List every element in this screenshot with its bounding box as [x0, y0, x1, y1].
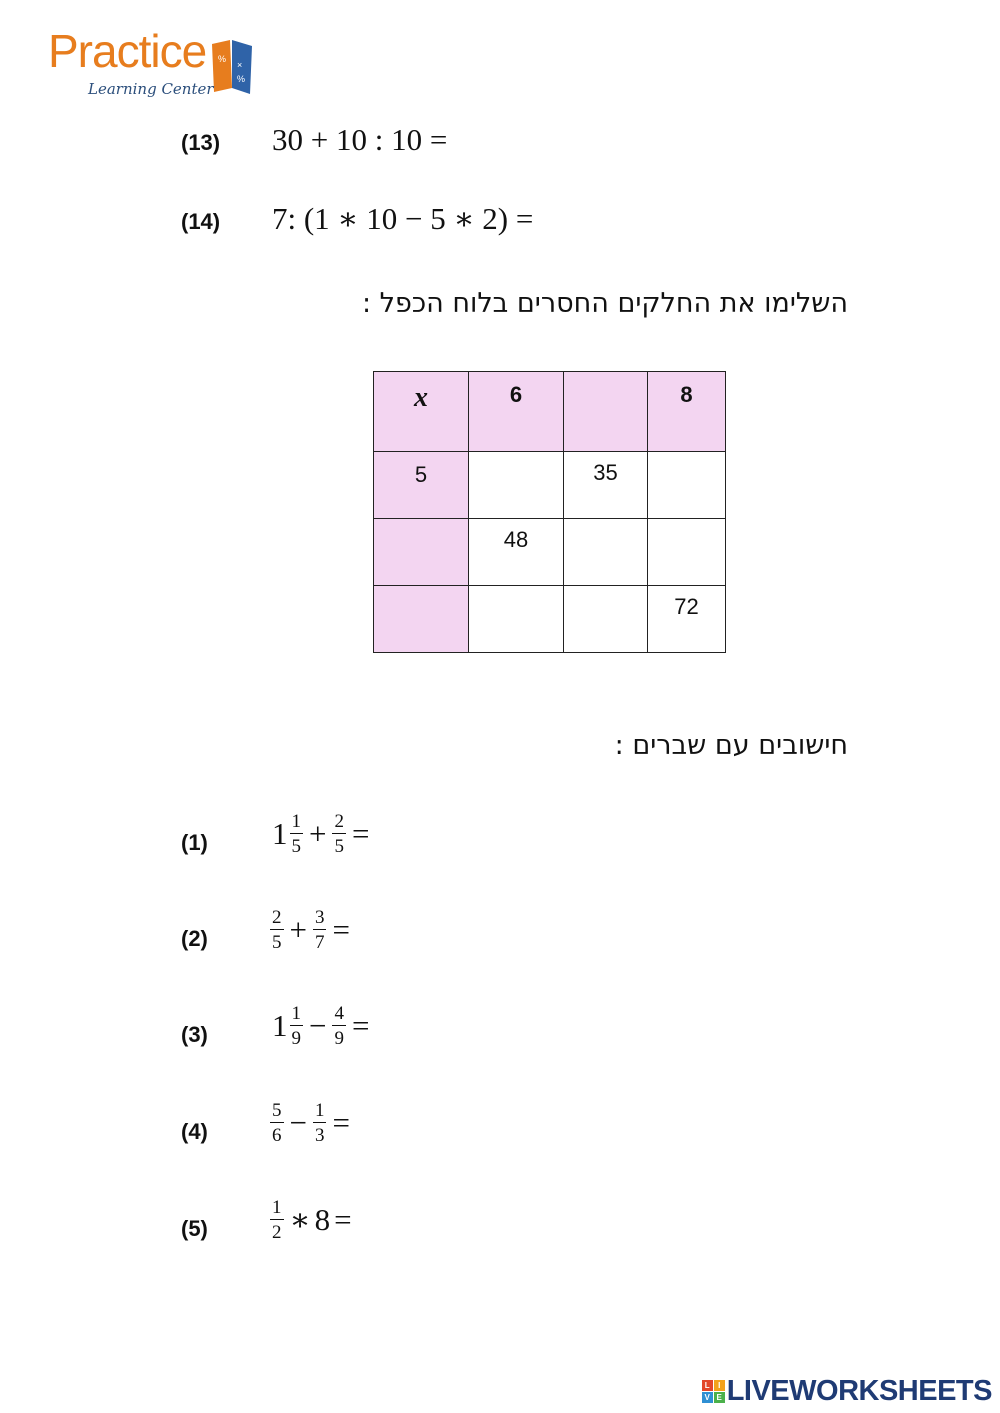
fraction: $\frac{5}{6}$: [272, 1100, 282, 1146]
multiplication-table: [373, 371, 726, 653]
table-cell: 8: [648, 372, 726, 452]
fraction: $\frac{1}{3}$: [314, 1100, 325, 1146]
question-number: (14): [181, 209, 221, 234]
fraction-expression: [272, 1004, 373, 1048]
svg-text:%: %: [237, 74, 246, 84]
table-cell: 5: [374, 452, 469, 519]
table-cell: 35: [564, 452, 648, 519]
fractions-title: חישובים עם שברים :: [614, 730, 848, 761]
fraction-expression: [272, 812, 373, 856]
fraction-expression: [268, 908, 354, 952]
table-cell: [564, 372, 648, 452]
logo-word: Practice: [48, 25, 207, 77]
fraction: $\frac{4}{9}$: [334, 1003, 344, 1049]
fraction: $\frac{1}{5}$: [291, 811, 301, 857]
table-cell[interactable]: [469, 452, 564, 519]
whole-number: 1: [272, 816, 288, 851]
table-cell[interactable]: [374, 586, 469, 653]
equals-sign: =: [351, 816, 370, 851]
fraction-expression: [268, 1198, 356, 1242]
fraction-expression: [268, 1101, 354, 1145]
table-cell[interactable]: [564, 586, 648, 653]
operator: −: [289, 1105, 307, 1140]
question-number: (5): [181, 1216, 208, 1241]
liveworksheets-brand: LIVEWORKSHEETS: [726, 1375, 992, 1407]
table-row: [374, 586, 726, 653]
practice-logo: [48, 24, 268, 104]
fraction: $\frac{3}{7}$: [314, 907, 325, 953]
table-cell: 72: [648, 586, 726, 653]
logo-subtitle: Learning Center: [88, 80, 214, 98]
fraction: $\frac{1}{2}$: [272, 1197, 282, 1243]
table-cell[interactable]: [374, 519, 469, 586]
operator: −: [309, 1008, 327, 1043]
operator: +: [289, 912, 307, 947]
book-icon: [210, 38, 254, 94]
fraction: $\frac{2}{5}$: [272, 907, 282, 953]
operator: +: [309, 816, 327, 851]
table-instruction: השלימו את החלקים החסרים בלוח הכפל :: [361, 288, 848, 319]
question-number: (1): [181, 830, 208, 855]
table-cell[interactable]: [648, 452, 726, 519]
table-cell[interactable]: [564, 519, 648, 586]
expression: 7: (1 ∗ 10 − 5 ∗ 2) =: [272, 201, 534, 236]
fraction: $\frac{1}{9}$: [291, 1003, 301, 1049]
equals-sign: =: [332, 1105, 350, 1140]
expression: 30 + 10 : 10 =: [272, 122, 448, 157]
table-row: [374, 452, 726, 519]
equals-sign: =: [351, 1008, 370, 1043]
table-cell: 48: [469, 519, 564, 586]
liveworksheets-logo: [702, 1375, 992, 1408]
table-cell[interactable]: [648, 519, 726, 586]
table-cell: 6: [469, 372, 564, 452]
fraction: $\frac{2}{5}$: [334, 811, 344, 857]
svg-text:×: ×: [237, 60, 243, 70]
svg-text:%: %: [218, 54, 227, 64]
whole-number: 8: [314, 1202, 331, 1237]
table-row: [374, 519, 726, 586]
table-header-row: [374, 372, 726, 452]
whole-number: 1: [272, 1008, 288, 1043]
equals-sign: =: [332, 912, 350, 947]
operator: ∗: [289, 1202, 311, 1237]
live-badge-icon: L I V E: [702, 1380, 725, 1403]
question-number: (4): [181, 1119, 208, 1144]
question-number: (2): [181, 926, 208, 951]
question-number: (13): [181, 130, 221, 155]
question-number: (3): [181, 1022, 208, 1047]
table-cell: x: [374, 372, 469, 452]
table-cell[interactable]: [469, 586, 564, 653]
equals-sign: =: [334, 1202, 352, 1237]
